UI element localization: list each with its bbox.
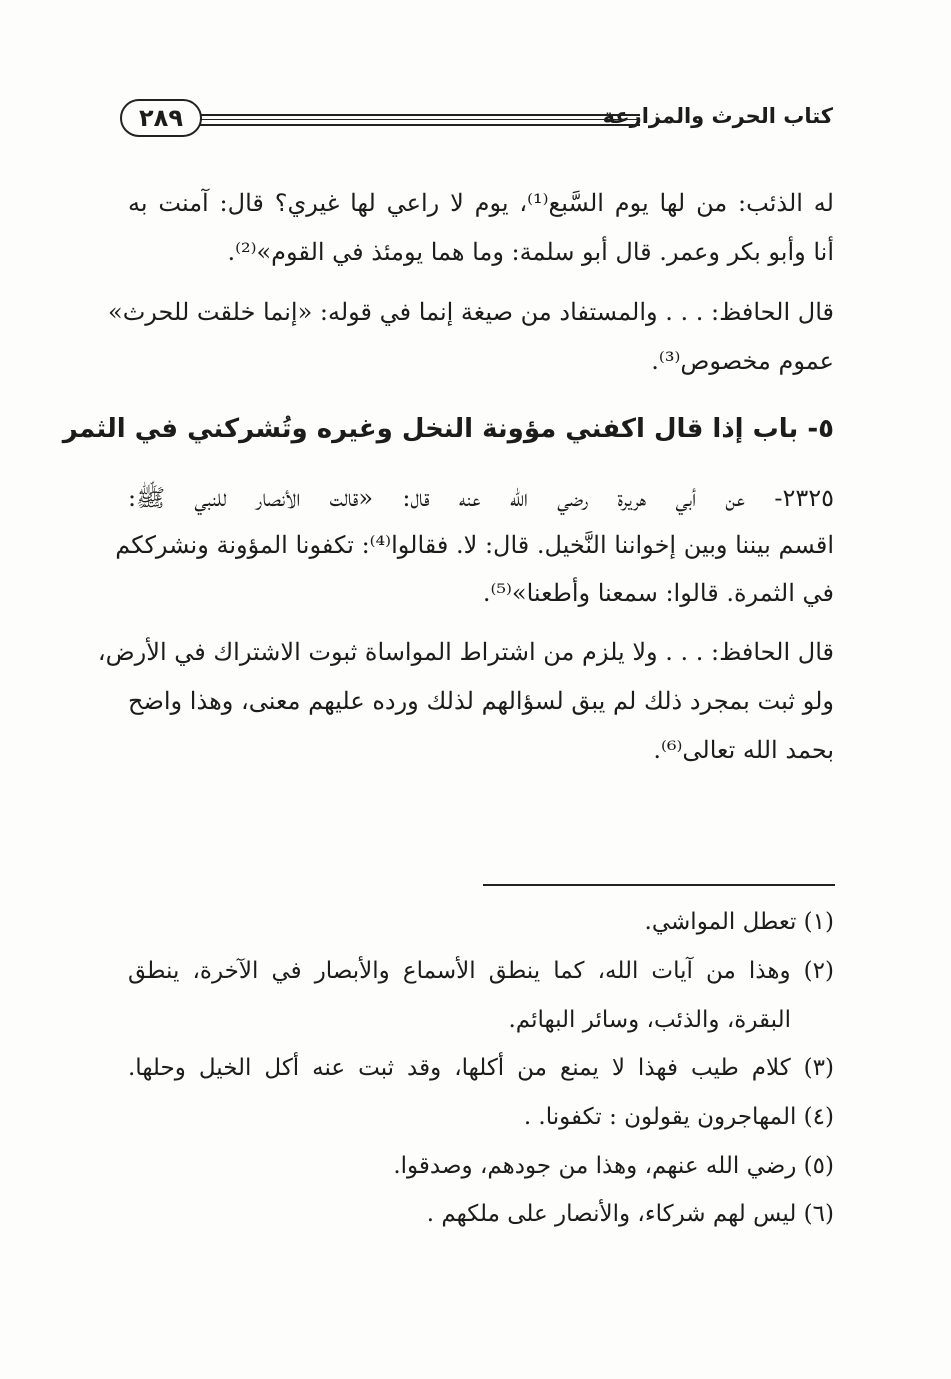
footnote-separator (483, 884, 835, 886)
paragraph-line: أنا وأبو بكر وعمر. قال أبو سلمة: وما هما يومئذ في القوم»⁽²⁾. (227, 238, 834, 266)
hadith-line: اقسم بيننا وبين إخواننا النَّخيل. قال: لا. فقالوا⁽⁴⁾: تكفونا المؤونة ونشرككم (115, 531, 834, 559)
running-title: كتاب الحرث والمزارعة (602, 104, 833, 128)
footnote: (٥) رضي الله عنهم، وهذا من جودهم، وصدقوا. (393, 1153, 834, 1179)
footnote: البقرة، والذئب، وسائر البهائم. (508, 1007, 791, 1033)
hadith-line: ٢٣٢٥- عن أبي هريرة رضي الله عنه قال: «قالت الأنصار للنبي ﷺ: (128, 484, 834, 512)
paragraph-line: قال الحافظ: . . . والمستفاد من صيغة إنما في قوله: «إنما خلقت للحرث» (108, 298, 834, 326)
footnote: (٢) وهذا من آيات الله، كما ينطق الأسماع والأبصار في الآخرة، ينطق (128, 958, 834, 984)
header-rule (200, 114, 640, 127)
footnote: (٣) كلام طيب فهذا لا يمنع من أكلها، وقد ثبت عنه أكل الخيل وحلها. (128, 1055, 834, 1081)
footnote: (١) تعطل المواشي. (644, 909, 834, 935)
footnote: (٦) ليس لهم شركاء، والأنصار على ملكهم . (426, 1201, 834, 1227)
page-number: ٢٨٩ (120, 99, 202, 137)
paragraph-line: ولو ثبت بمجرد ذلك لم يبق لسؤالهم لذلك ورده عليهم معنى، وهذا واضح (128, 687, 834, 715)
chapter-heading: ٥- باب إذا قال اكفني مؤونة النخل وغيره وتُشركني في الثمر (62, 414, 834, 444)
paragraph-line: له الذئب: من لها يوم السَّبع⁽¹⁾، يوم لا راعي لها غيري؟ قال: آمنت به (128, 189, 834, 217)
paragraph-line: بحمد الله تعالى⁽⁶⁾. (653, 736, 834, 764)
footnote: (٤) المهاجرون يقولون : تكفونا. . (523, 1104, 834, 1130)
hadith-line: في الثمرة. قالوا: سمعنا وأطعنا»⁽⁵⁾. (482, 579, 834, 607)
paragraph-line: قال الحافظ: . . . ولا يلزم من اشتراط المواساة ثبوت الاشتراك في الأرض، (97, 638, 834, 666)
paragraph-line: عموم مخصوص⁽³⁾. (651, 347, 834, 375)
